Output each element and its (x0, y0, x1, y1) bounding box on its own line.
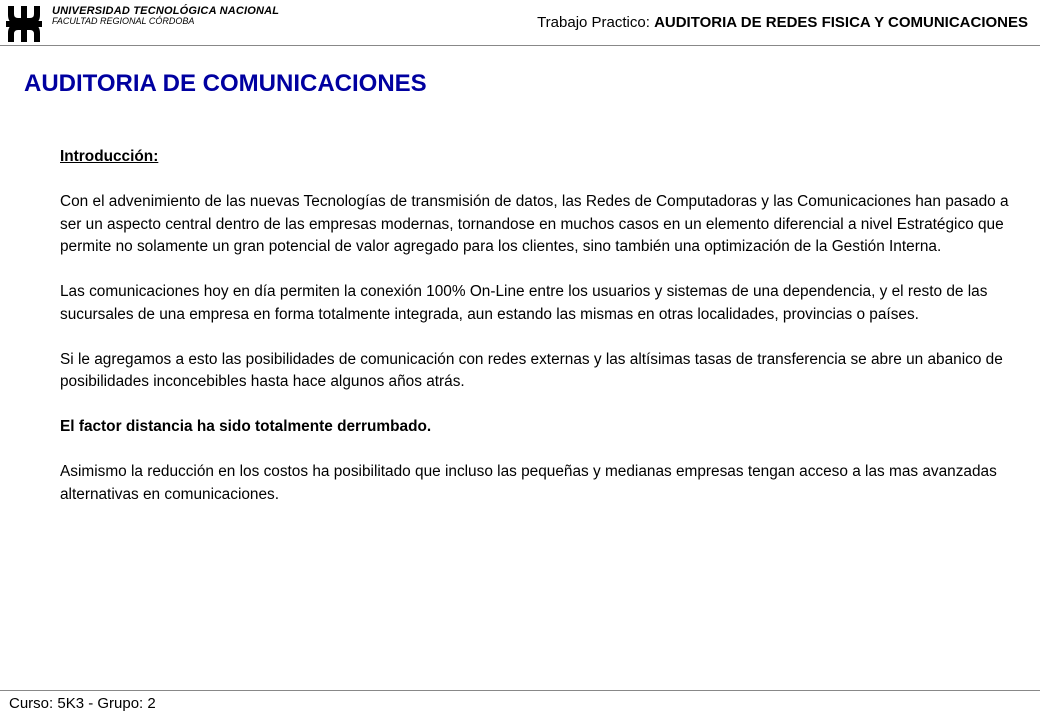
footer-divider (0, 690, 1040, 691)
assignment-header (537, 14, 1028, 31)
faculty-name: FACULTAD REGIONAL CÓRDOBA (52, 16, 195, 27)
assignment-title: AUDITORIA DE REDES FISICA Y COMUNICACIONES (654, 14, 1028, 31)
page-title: AUDITORIA DE COMUNICACIONES (24, 70, 427, 97)
university-name: UNIVERSIDAD TECNOLÓGICA NACIONAL (52, 5, 280, 17)
intro-heading: Introducción: (60, 148, 159, 165)
header-divider (0, 45, 1040, 46)
bold-statement: El factor distancia ha sido totalmente derrumbado. (60, 418, 432, 435)
paragraph-1: Con el advenimiento de las nuevas Tecnologías de transmisión de datos, las Redes de Computadoras y las Comunicaciones han pasado a ser un aspecto central dentro de las empresas modernas, tornandose en muchos casos en un elemento diferencial a nivel Estratégico que permite no solamente un gran potencial de valor agregado para los clientes, sino también una optimización de la Gestión Interna. (60, 193, 1009, 255)
content-body (60, 146, 1020, 529)
university-block (52, 5, 279, 27)
paragraph-3: Si le agregamos a esto las posibilidades de comunicación con redes externas y las altísimas tasas de transferencia se abre un abanico de posibilidades inconcebibles hasta hace algunos años atrás. (60, 350, 1003, 390)
assignment-prefix: Trabajo Practico: (537, 14, 655, 31)
paragraph-4: Asimismo la reducción en los costos ha posibilitado que incluso las pequeñas y medianas empresas tengan acceso a las mas avanzadas alternativas en comunicaciones. (60, 463, 997, 503)
paragraph-2: Las comunicaciones hoy en día permiten la conexión 100% On-Line entre los usuarios y sistemas de una dependencia, y el resto de las sucursales de una empresa en forma totalmente integrada, aun estando las mismas en otras localidades, provincias o países. (60, 283, 988, 323)
utn-logo-icon (4, 4, 44, 44)
course-footer: Curso: 5K3 - Grupo: 2 (9, 695, 156, 712)
